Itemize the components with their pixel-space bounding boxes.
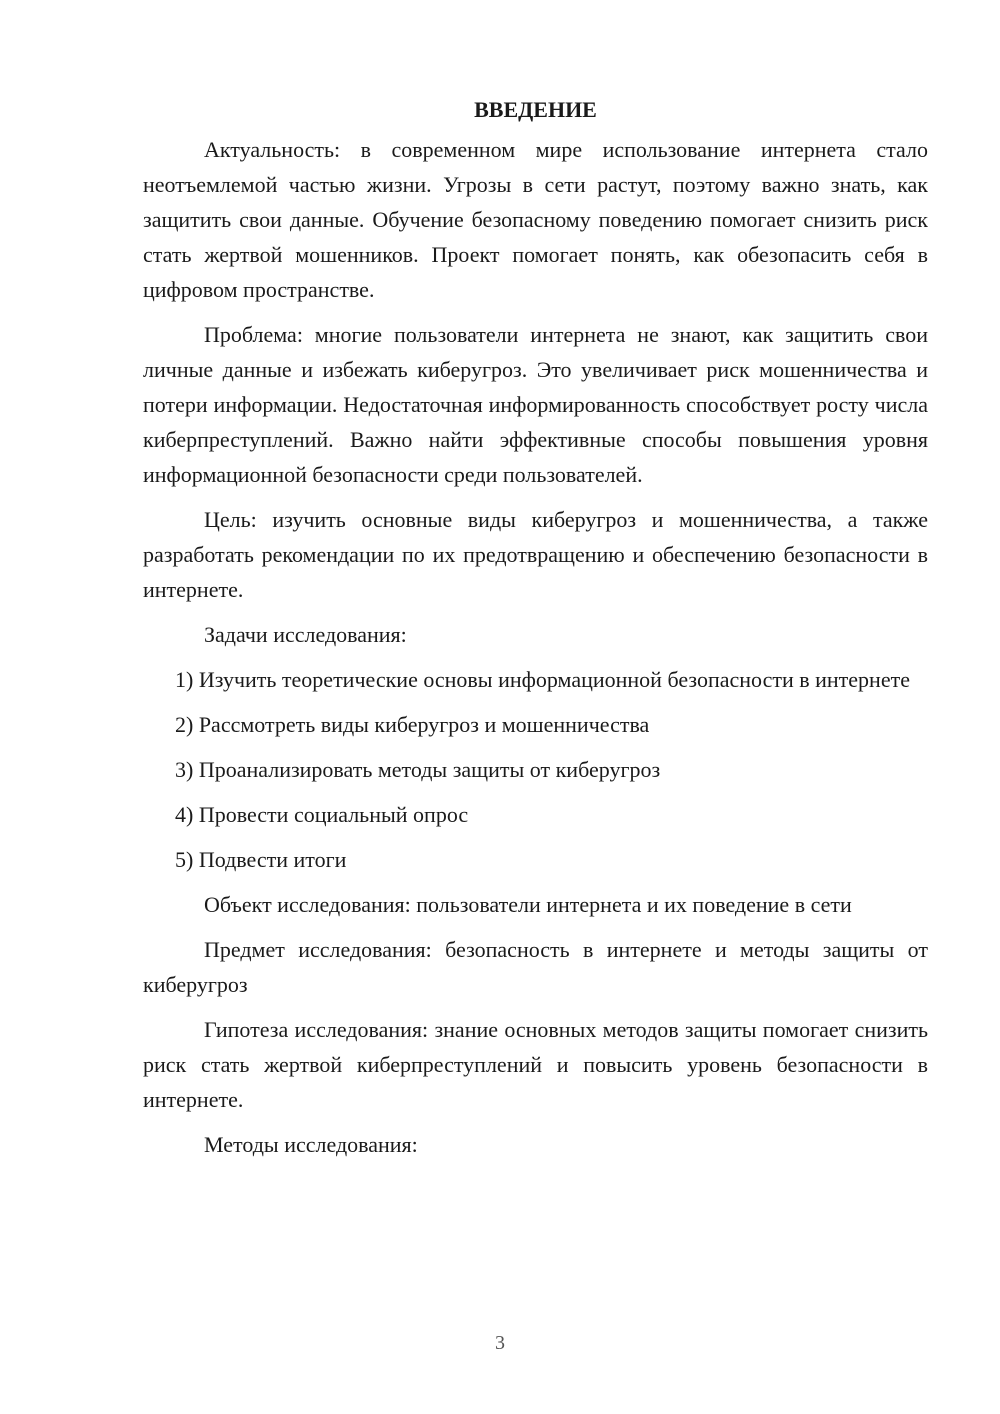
paragraph-relevance: Актуальность: в современном мире использование интернета стало неотъемлемой частью жизни. Угрозы в сети растут, поэтому важно знать, как защитить свои данные. Обучение безопасному поведению помогает снизить риск стать жертвой мошенников. Проект помогает понять, как обезопасить себя в цифровом пространстве.	[143, 137, 928, 302]
page-number: 3	[495, 1332, 505, 1354]
paragraph-goal: Цель: изучить основные виды киберугроз и мошенничества, а также разработать рекомендации по их предотвращению и обеспечению безопасности в интернете.	[143, 507, 928, 602]
paragraph-hypothesis: Гипотеза исследования: знание основных методов защиты помогает снизить риск стать жертвой киберпреступлений и повысить уровень безопасности в интернете.	[143, 1017, 928, 1112]
paragraph-tasks-heading: Задачи исследования:	[204, 622, 407, 647]
task-item: 4) Провести социальный опрос	[175, 802, 469, 827]
task-item: 5) Подвести итоги	[175, 847, 347, 872]
document-page	[143, 92, 928, 1172]
paragraph-object: Объект исследования: пользователи интернета и их поведение в сети	[204, 892, 852, 917]
task-item: 3) Проанализировать методы защиты от киберугроз	[175, 757, 661, 782]
paragraph-problem: Проблема: многие пользователи интернета не знают, как защитить свои личные данные и избежать киберугроз. Это увеличивает риск мошенничества и потери информации. Недостаточная информированность способствует росту числа киберпреступлений. Важно найти эффективные способы повышения уровня информационной безопасности среди пользователей.	[143, 322, 928, 487]
paragraph-methods-heading: Методы исследования:	[204, 1132, 418, 1157]
task-item: 2) Рассмотреть виды киберугроз и мошенничества	[175, 712, 650, 737]
page-title: ВВЕДЕНИЕ	[474, 97, 597, 122]
paragraph-subject: Предмет исследования: безопасность в интернете и методы защиты от киберугроз	[143, 937, 928, 997]
task-item: 1) Изучить теоретические основы информационной безопасности в интернете	[175, 667, 910, 692]
